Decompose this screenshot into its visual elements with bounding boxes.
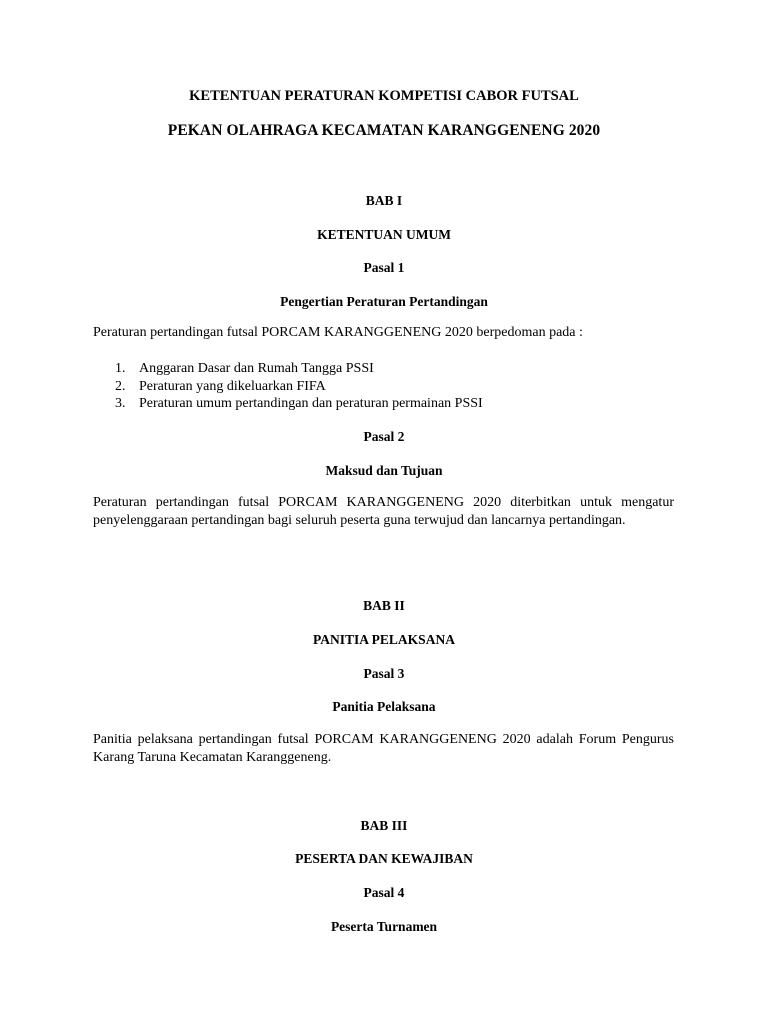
pasal3-body: Panitia pelaksana pertandingan futsal PORCAM KARANGGENENG 2020 adalah Forum Pengurus Karang Taruna Kecamatan Karanggeneng. bbox=[93, 732, 674, 765]
bab3-title: PESERTA DAN KEWAJIBAN bbox=[295, 851, 473, 866]
document-title-line2: PEKAN OLAHRAGA KECAMATAN KARANGGENENG 2020 bbox=[167, 122, 601, 139]
pasal3-heading: Panitia Pelaksana bbox=[332, 699, 436, 714]
list-item-text: Anggaran Dasar dan Rumah Tangga PSSI bbox=[139, 361, 374, 376]
pasal3-label: Pasal 3 bbox=[363, 666, 405, 681]
list-item bbox=[93, 378, 674, 396]
bab2-title: PANITIA PELAKSANA bbox=[313, 632, 455, 647]
pasal2-label: Pasal 2 bbox=[363, 429, 405, 444]
pasal2-heading: Maksud dan Tujuan bbox=[325, 463, 443, 478]
pasal1-heading: Pengertian Peraturan Pertandingan bbox=[280, 294, 488, 309]
document-title-line1: KETENTUAN PERATURAN KOMPETISI CABOR FUTSAL bbox=[189, 88, 579, 104]
bab1-title: KETENTUAN UMUM bbox=[317, 227, 451, 242]
bab3-label: BAB III bbox=[360, 818, 408, 833]
list-item-number: 1. bbox=[115, 361, 126, 376]
list-item bbox=[93, 360, 674, 378]
pasal4-heading: Peserta Turnamen bbox=[330, 919, 438, 934]
list-item-number: 2. bbox=[115, 378, 126, 394]
pasal1-list bbox=[93, 360, 674, 413]
list-item bbox=[93, 395, 674, 413]
bab1-label: BAB I bbox=[365, 193, 403, 208]
pasal1-intro: Peraturan pertandingan futsal PORCAM KARANGGENENG 2020 berpedoman pada : bbox=[93, 325, 583, 340]
list-item-number: 3. bbox=[115, 396, 126, 411]
pasal4-label: Pasal 4 bbox=[363, 885, 405, 900]
bab2-label: BAB II bbox=[363, 598, 405, 613]
list-item-text: Peraturan yang dikeluarkan FIFA bbox=[139, 378, 326, 394]
list-item-text: Peraturan umum pertandingan dan peraturan permainan PSSI bbox=[139, 396, 483, 411]
pasal1-label: Pasal 1 bbox=[363, 260, 405, 275]
pasal2-body: Peraturan pertandingan futsal PORCAM KARANGGENENG 2020 diterbitkan untuk mengatur penyelenggaraan pertandingan bagi seluruh peserta guna terwujud dan lancarnya pertandingan. bbox=[93, 495, 674, 528]
